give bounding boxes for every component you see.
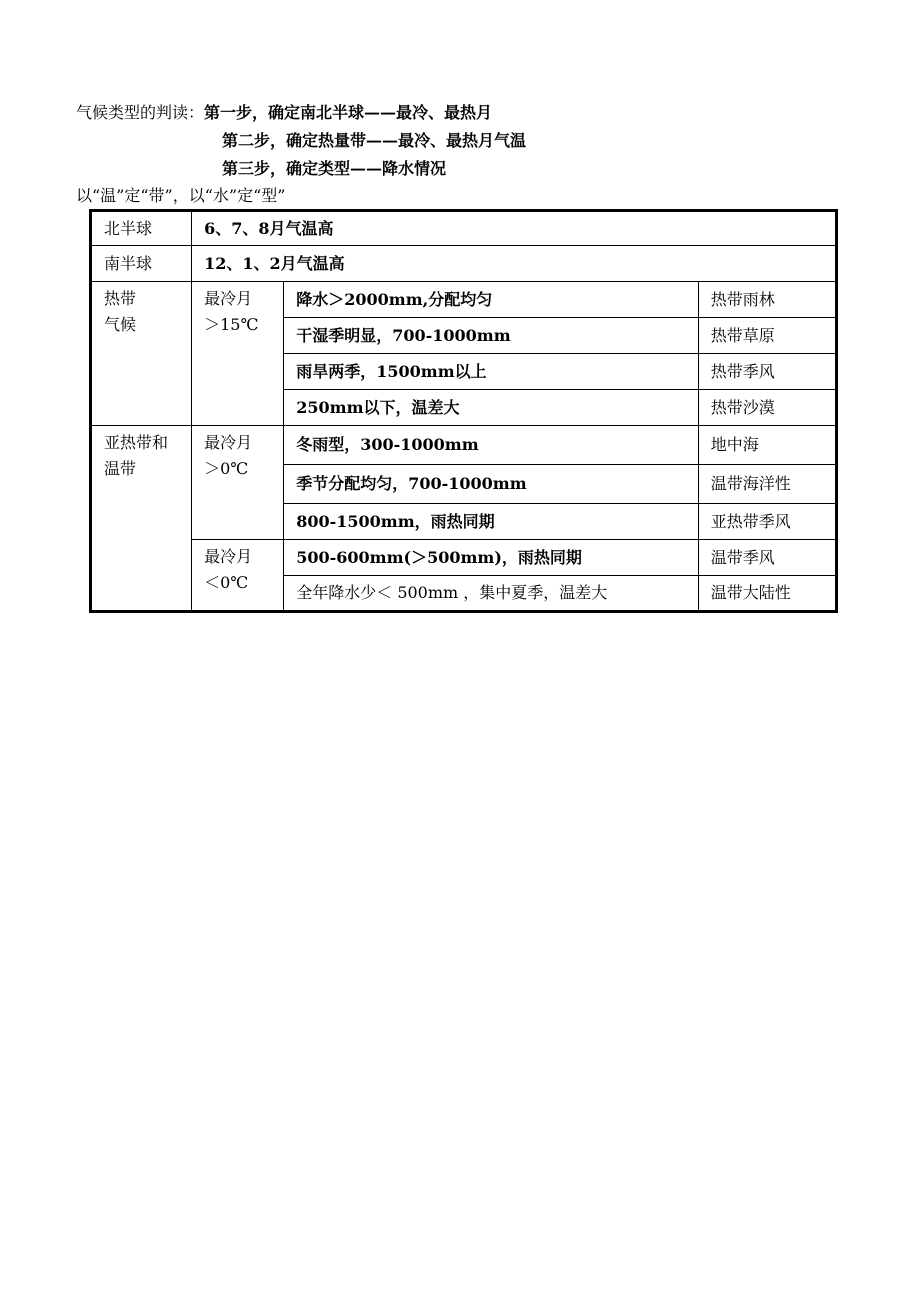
- climate-table: [89, 209, 838, 613]
- group-a-cond-line1: 最冷月: [204, 433, 253, 452]
- table-row: [91, 540, 837, 576]
- precip-cell: 250mm以下，温差大: [284, 390, 699, 426]
- north-value: 6、7、8月气温高: [192, 211, 837, 246]
- tropical-cond-line1: 最冷月: [204, 289, 253, 308]
- precip-cell: 冬雨型，300-1000mm: [284, 426, 699, 465]
- intro-line-1: [76, 103, 492, 123]
- precip-cell: 干湿季明显，700-1000mm: [284, 318, 699, 354]
- precip-cell: 500-600mm(＞500mm)，雨热同期: [284, 540, 699, 576]
- climate-type-cell: 热带雨林: [698, 282, 836, 318]
- step-2-text: 第二步，确定热量带——最冷、最热月气温: [222, 131, 527, 150]
- table-row-south: [91, 246, 837, 282]
- climate-type-cell: 地中海: [698, 426, 836, 465]
- subtropical-condition-a: [192, 426, 284, 540]
- precip-cell: 800-1500mm，雨热同期: [284, 504, 699, 540]
- climate-type-cell: 亚热带季风: [698, 504, 836, 540]
- step-3-text: 第三步，确定类型——降水情况: [222, 159, 447, 178]
- group-b-cond-line1: 最冷月: [204, 547, 253, 566]
- precip-cell: 全年降水少＜ 500mm ，集中夏季，温差大: [284, 576, 699, 612]
- tropical-zone-label: [91, 282, 192, 426]
- group-b-cond-line2: ＜0℃: [204, 573, 249, 592]
- tropical-cond-line2: ＞15℃: [204, 315, 259, 334]
- tropical-zone-line1: 热带: [104, 289, 137, 308]
- group-a-cond-line2: ＞0℃: [204, 459, 249, 478]
- climate-type-cell: 热带沙漠: [698, 390, 836, 426]
- subtropical-condition-b: [192, 540, 284, 612]
- tropical-zone-line2: 气候: [104, 315, 137, 334]
- north-label: 北半球: [91, 211, 192, 246]
- table-row: [91, 282, 837, 318]
- precip-cell: 雨旱两季，1500mm以上: [284, 354, 699, 390]
- climate-type-cell: 温带大陆性: [698, 576, 836, 612]
- intro-heading: 气候类型的判读：: [76, 103, 205, 122]
- tropical-condition: [192, 282, 284, 426]
- subtropical-zone-line1: 亚热带和: [104, 433, 169, 452]
- climate-type-cell: 热带草原: [698, 318, 836, 354]
- precip-cell: 降水＞2000mm,分配均匀: [284, 282, 699, 318]
- step-1-text: 第一步，确定南北半球——最冷、最热月: [204, 103, 493, 122]
- south-label: 南半球: [91, 246, 192, 282]
- table-row: [91, 426, 837, 465]
- precip-cell: 季节分配均匀，700-1000mm: [284, 465, 699, 504]
- climate-type-cell: 温带海洋性: [698, 465, 836, 504]
- south-value: 12、1、2月气温高: [192, 246, 837, 282]
- climate-type-cell: 热带季风: [698, 354, 836, 390]
- rule-text: 以“温”定“带”，以“水”定“型”: [76, 186, 286, 205]
- subtropical-zone-line2: 温带: [104, 459, 137, 478]
- climate-type-cell: 温带季风: [698, 540, 836, 576]
- subtropical-zone-label: [91, 426, 192, 612]
- table-row-north: [91, 211, 837, 246]
